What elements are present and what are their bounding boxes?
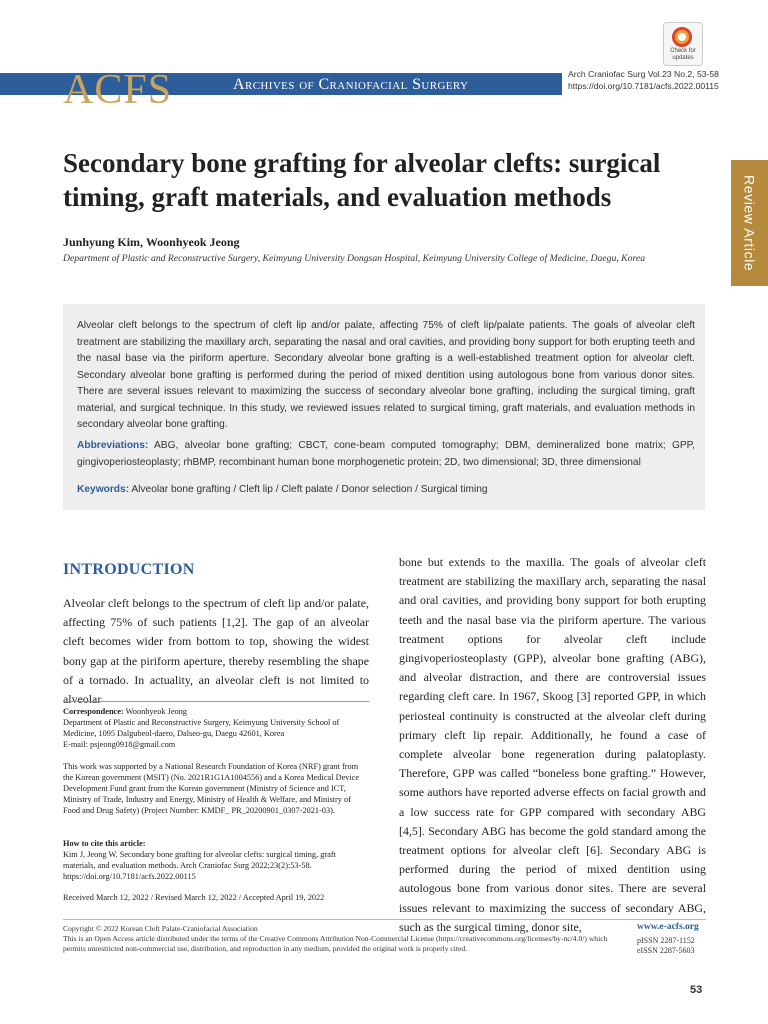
correspondence-address: Department of Plastic and Reconstructive Surgery, Keimyung University School of Medicine, 1095 Dalgubeol-daero, Dalseo-gu, Daegu 42601, Korea	[63, 718, 340, 738]
citation-label: How to cite this article:	[63, 839, 146, 848]
article-title: Secondary bone grafting for alveolar clefts: surgical timing, graft materials, and evaluation methods	[63, 148, 661, 212]
funding-note: This work was supported by a National Research Foundation of Korea (NRF) grant from the Korean government (MSIT) (No. 2021R1G1A1004556) and a Korea Medical Device Development Fund grant from the Korean government (Ministry of Science and ICT, Ministry of Trade, Industry and Energy, Ministry of Health & Welfare, and Ministry of Food and Drug Safety) (Project Number: KMDF_ PR_20200901_0307-2021-03).	[63, 762, 360, 815]
journal-name: Archives of Craniofacial Surgery	[233, 76, 469, 93]
copyright-notice	[63, 924, 623, 954]
journal-logo: ACFS	[63, 67, 173, 113]
footer-divider	[63, 919, 706, 920]
correspondence-label: Correspondence:	[63, 707, 124, 716]
article-type-label: Review Article	[741, 174, 758, 272]
journal-website-link[interactable]: www.e-acfs.org	[637, 922, 699, 932]
body-paragraph-left: Alveolar cleft belongs to the spectrum of cleft lip and/or palate, affecting 75% of such patients [1,2]. The gap of an alveolar cleft becomes wider from bottom to top, showing the widest bony gap at the piriform aperture, thereby resembling the shape of a tornado. In actuality, an alveolar cleft is not limited to alveolar	[63, 596, 369, 707]
check-updates-label: Check for updates	[670, 48, 696, 61]
keywords-text: Alveolar bone grafting / Cleft lip / Cleft palate / Donor selection / Surgical timing	[131, 484, 488, 495]
check-updates-icon	[672, 27, 692, 47]
footnote-divider	[63, 701, 369, 702]
check-for-updates-button[interactable]	[663, 22, 703, 66]
citation-note	[63, 838, 369, 882]
author-affiliation: Department of Plastic and Reconstructive Surgery, Keimyung University Dongsan Hospital, Keimyung University College of Medicine, Daegu, Korea	[63, 253, 646, 264]
print-issn: pISSN 2287-1152	[637, 936, 695, 945]
citation-volume: Arch Craniofac Surg Vol.23 No.2, 53-58	[568, 69, 719, 79]
article-authors: Junhyung Kim, Woonhyeok Jeong	[63, 235, 240, 249]
correspondence-email[interactable]: E-mail: psjeong0918@gmail.com	[63, 740, 176, 749]
page-number: 53	[690, 984, 703, 996]
article-type-tab	[731, 160, 768, 286]
body-paragraph-right: bone but extends to the maxilla. The goals of alveolar cleft treatment are stabilizing the maxillary arch, separating the nasal and oral cavities, and providing bony support for both erupting teeth and the nasal base via the piriform aperture. The various treatment options for alveolar cleft include gingivoperiosteoplasty (GPP), alveolar bone grafting (ABG), and alveolar distraction, and there are controversial issues regarding cleft care. In 1967, Skoog [3] reported GPP, in which periosteal continuity is constructed at the alveolar cleft during primary cleft lip repair. Additionally, he found a case of complete alveolar bone regeneration during palatoplasty. Therefore, GPP was called “boneless bone grafting.” However, some authors have reported adverse effects on facial growth and a low success rate for GPP compared with secondary ABG [4,5]. Secondary ABG has become the gold standard among the treatment options for alveolar cleft [6]. Secondary ABG is performed during the period of mixed dentition using autologous bone from various donor sites. There are several issues relevant to maximizing the success of secondary ABG, such as the surgical timing, donor site,	[399, 555, 706, 934]
correspondence-name: Woonhyeok Jeong	[125, 707, 187, 716]
abstract-text: Alveolar cleft belongs to the spectrum of cleft lip and/or palate, affecting 75% of cleft lip/palate patients. The goals of alveolar cleft treatment are stabilizing the maxillary arch, separating the nasal and oral cavities, and providing bony support for both erupting teeth and the nasal base via the piriform aperture. Secondary alveolar bone grafting is a well-established treatment option for alveolar cleft. Secondary alveolar bone grafting is performed during the period of mixed dentition using autologous bone from various donor sites. There are several issues relevant to maximizing the success of secondary alveolar bone grafting, including the surgical timing, graft material, and surgical technique. In this study, we reviewed issues related to surgical timing, graft materials, and evaluation methods in secondary alveolar bone grafting.	[77, 320, 695, 430]
license-text: This is an Open Access article distributed under the terms of the Creative Commons Attribution Non-Commercial License (https://creativecommons.org/licenses/by-nc/4.0/) which permits unrestricted non-commercial use, distribution, and reproduction in any medium, provided the original work is properly cited.	[63, 934, 608, 953]
keywords	[77, 482, 695, 499]
abbreviations	[77, 438, 695, 471]
section-heading-introduction: INTRODUCTION	[63, 561, 195, 578]
abbreviations-label: Abbreviations:	[77, 440, 149, 451]
abbreviations-text: ABG, alveolar bone grafting; CBCT, cone-beam computed tomography; DBM, demineralized bone matrix; GPP, gingivoperiosteoplasty; rhBMP, recombinant human bone morphogenetic protein; 2D, two dimensional; 3D, three dimensional	[77, 440, 695, 468]
citation-doi-link[interactable]: https://doi.org/10.7181/acfs.2022.00115	[568, 81, 719, 91]
correspondence-note	[63, 706, 369, 750]
keywords-label: Keywords:	[77, 484, 130, 495]
citation-info	[568, 68, 719, 92]
article-dates: Received March 12, 2022 / Revised March 12, 2022 / Accepted April 19, 2022	[63, 893, 325, 902]
electronic-issn: eISSN 2287-5603	[637, 946, 695, 955]
copyright-line: Copyright © 2022 Korean Cleft Palate-Craniofacial Association	[63, 924, 258, 933]
citation-text: Kim J, Jeong W. Secondary bone grafting for alveolar clefts: surgical timing, graft materials, and evaluation methods. Arch Craniofac Surg 2022;23(2):53-58. https://doi.org/10.7181/acfs.2022.00115	[63, 850, 336, 881]
